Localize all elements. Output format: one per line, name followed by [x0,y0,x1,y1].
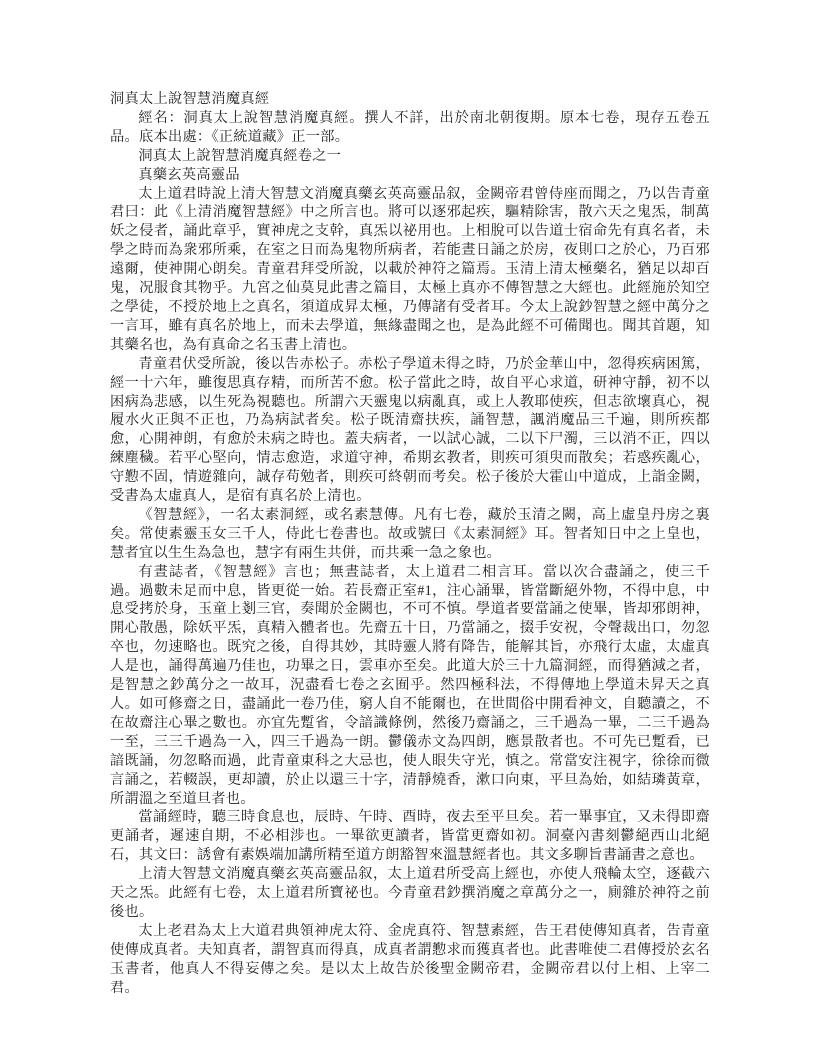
paragraph: 洞真太上說智慧消魔真經卷之一 [138,147,342,164]
paragraph-list [110,109,710,998]
document-body [110,90,710,998]
paragraph: 有晝誌者，《智慧經》言也；無晝誌者，太上道君二相言耳。當以次合盡誦之，使三千過。過數未足而中息，皆更從一始。若長齋正室#1，注心誦畢，皆當斷絕外物，不得中息，中息受拷於身，玉童上剗三官，奏聞於金闕也，不可不慎。學道者要當誦之使畢，皆却邪朗神，開心散愚，除妖平炁，真精入體者也。先齋五十日，乃當誦之，掇手安祝，令聲裁出口，勿忽卒也，勿速略也。既究之後，自得其妙，其時靈人將有降告，能解其旨，亦飛行太虛，太虛真人是也，誦得萬遍乃佳也，功畢之日，雲車亦至矣。此道大於三十九篇洞經，而得猶減之者，是智慧之鈔萬分之一故耳，況盡看七卷之玄囿乎。然四極科法，不得傳地上學道未昇天之真人。如可修齋之日，盡誦此一卷乃佳，窮人自不能爾也，在世間俗中開看神文，自聽讀之，不在故齋注心畢之數也。亦宜先蹔省，令諳識條例，然後乃齋誦之，三千過為一畢，二三千過為一至，三三千過為一入，四三千過為一朗。鬱儀赤文為四朗，應景散者也。不可先已蹔看，已諳既誦，勿忽略而過，此青童東科之大忌也，使人眼失守光，慎之。常當安注視字，徐徐而微言誦之，若輟誤，更却讀，於止以還三十字，清靜燒香，漱口向東，平旦為始，如結璘黃章，所謂溫之至道旦者也。 [110,563,710,807]
document-title: 洞真太上說智慧消魔真經 [110,91,270,107]
paragraph: 太上道君時說上清大智慧文消魔真藥玄英高靈品叙，金闕帝君曾侍座而聞之，乃以告青童君曰：此《上清消魔智慧經》中之所言也。將可以逐邪起疾，驅精除害，散六天之鬼炁，制萬妖之侵者，誦此章乎，實神虎之支幹，真炁以祕用也。上相脫可以告道士宿命先有真名者，未學之時而為衆邪所乘，在室之日而為鬼物所病者，若能晝日誦之於房，夜則口之於心，乃百邪遠爾，使神開心朗矣。青童君拜受所說，以載於神符之篇焉。玉清上清太極藥名，猶足以却百鬼，况服食其物乎。九宮之仙莫見此書之篇目，太極上真亦不傳智慧之大經也。此經施於知空之學徒，不授於地上之真名，須道成昇太極，乃傳諸有受者耳。今太上說鈔智慧之經中萬分之一言耳，雖有真名於地上，而未去學道，無緣盡聞之也，是為此經不可備聞也。聞其首題，知其藥名也，為有真命之名玉書上清也。 [110,185,710,353]
paragraph: 真藥玄英高靈品 [138,166,240,183]
paragraph: 《智慧經》，一名太素洞經，或名素慧傳。凡有七卷，藏於玉清之闕，高上虛皇丹房之裏矣。常使素靈玉女三千人，侍此七卷書也。故或號曰《太素洞經》耳。智者知日中之上皇也，慧者宜以生生為急也，慧字有兩生共併，而共乘一急之象也。 [110,506,710,561]
paragraph: 太上老君為太上大道君典領神虎太符、金虎真符、智慧素經，告王君使傳知真者，告青童使傳成真者。夫知真者，謂智真而得真，成真者謂懃求而獲真者也。此書唯使二君傳授於玄名玉書者，他真人不得妄傳之矣。是以太上故告於後聖金闕帝君，金闕帝君以付上相、上宰二君。 [110,922,710,996]
paragraph: 青童君伏受所說，後以告赤松子。赤松子學道未得之時，乃於金華山中，忽得疾病困篤，經一十六年，雖復思真存精，而所苦不愈。松子當此之時，故自平心求道，研神守靜，初不以困病為悲感，以生死為視聽也。所謂六天靈鬼以病亂真，或上人教耶使疾，但志欲壞真心，視履水火正與不正也，乃為病試者矣。松子既清齋扶疾，誦智慧，諷消魔品三千遍，則所疾都愈，心開神朗，有愈於未病之時也。蓋夫病者，一以試心誠，二以下尸濁，三以消不正，四以練塵穢。若平心堅向，情志愈造，求道守神，希期玄教者，則疾可須臾而散矣；若惑疾亂心，守懃不固，情遊雜向，誠存苟勉者，則疾可終朝而考矣。松子後於大霍山中道成，上詣金闕，受書為太虛真人，是宿有真名於上清也。 [110,355,710,505]
paragraph: 經名：洞真太上說智慧消魔真經。撰人不詳，出於南北朝復期。原本七卷，現存五卷五品。底本出處：《正統道藏》正一部。 [110,109,710,145]
paragraph: 當誦經時，聽三時食息也，辰時、午時、酉時，夜去至平旦矣。若一畢事宜，又未得即齋更誦者，遲速自期，不必相涉也。一畢欲更讀者，皆當更齋如初。洞臺內書刻鬱絕西山北絕石，其文曰：誘會有素娛端加講所精至道方朗豁智來溫慧經者也。其文多聊旨書誦書之意也。 [110,809,710,864]
paragraph: 上清大智慧文消魔真藥玄英高靈品叙，太上道君所受高上經也，亦使人飛輪太空，逐截六天之炁。此經有七卷，太上道君所寶祕也。今青童君鈔撰消魔之章萬分之一，廁雜於神符之前後也。 [110,866,710,920]
